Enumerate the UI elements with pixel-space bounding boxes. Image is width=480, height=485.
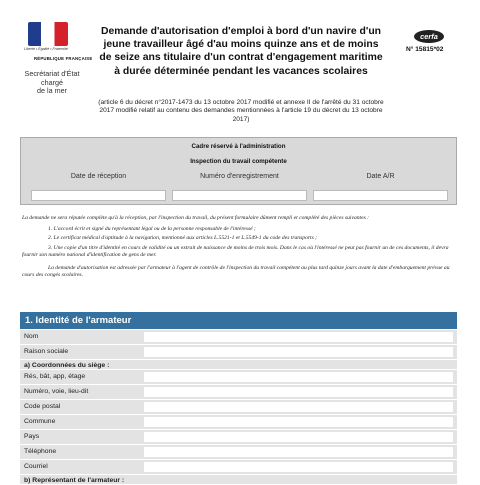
field-input[interactable]: [144, 402, 453, 412]
field-label: Commune: [24, 418, 56, 425]
admin-heading: Cadre réservé à l'administration: [191, 143, 286, 150]
armateur-form: [20, 330, 457, 485]
form-row: [20, 385, 457, 400]
republic-label: RÉPUBLIQUE FRANÇAISE: [34, 56, 93, 61]
form-row: [20, 460, 457, 475]
ministry-line: Secrétariat d'État: [24, 69, 80, 78]
republique-logo: [24, 22, 68, 52]
subsection-label: a) Coordonnées du siège :: [24, 362, 110, 369]
instructions-closing: La demande d'autorisation est adressée par l'armateur à l'agent de contrôle de l'inspection du travail compétent au plus tard quinze jours avant la date d'embarquement prévue au cours des congés scolaires.: [22, 265, 450, 279]
section-title: 1. Identité de l'armateur: [25, 315, 132, 326]
section-header: [20, 312, 457, 329]
field-label: Numéro, voie, lieu-dit: [24, 388, 89, 395]
field-input[interactable]: [144, 447, 453, 457]
field-label: Code postal: [24, 403, 61, 410]
form-row: [20, 430, 457, 445]
field-input[interactable]: [144, 462, 453, 472]
subsection-row: [20, 475, 457, 485]
cerfa-logo: cerfa: [414, 30, 444, 43]
ministry-label: [22, 70, 82, 96]
form-row: [20, 415, 457, 430]
admin-subheading: Inspection du travail compétente: [190, 158, 287, 165]
ministry-line: chargé: [41, 77, 63, 87]
field-label: Pays: [24, 433, 40, 440]
instructions: [22, 215, 460, 281]
instruction-item: 3. Une copie d'un titre d'identité en cours de validité ou un extrait de naissance de moins de trois mois. Dans le cas où l'intéressé ne peut pas fournir un de ces documents, il devra fournir son numéro national d'identification de gens de mer.: [22, 244, 449, 258]
field-input[interactable]: [144, 387, 453, 397]
legal-reference: (article 6 du décret n°2017-1473 du 13 octobre 2017 modifié et annexe II de l'arrêté du 31 octobre 2017 modifié relatif au contenu des demandes mentionnées à l'article 19 du décret du 13 octobre 2017): [98, 99, 384, 123]
form-row: [20, 400, 457, 415]
field-input[interactable]: [144, 347, 453, 357]
field-input[interactable]: [144, 417, 453, 427]
col-date-reception: Date de réception: [70, 173, 127, 180]
instructions-intro: La demande ne sera réputée complète qu'à la réception, par l'inspection du travail, du présent formulaire dûment rempli et complété des pièces suivantes :: [22, 215, 370, 221]
col-date-ar: Date A/R: [366, 173, 395, 180]
field-label: Téléphone: [24, 448, 57, 455]
form-title: Demande d'autorisation d'emploi à bord d'un navire d'un jeune travailleur âgé d'au moins quinze ans et de moins de seize ans titulaire d'un contrat d'engagement maritime à durée déterminée pendant les vacances scolaires: [99, 26, 383, 77]
field-label: Nom: [24, 333, 39, 340]
subsection-row: [20, 360, 457, 370]
field-input[interactable]: [144, 432, 453, 442]
form-row: [20, 330, 457, 345]
form-row: [20, 445, 457, 460]
cerfa-number: N° 15815*02: [406, 46, 444, 53]
numero-enregistrement-field[interactable]: [172, 190, 307, 201]
form-row: [20, 345, 457, 360]
field-label: Courriel: [24, 463, 48, 470]
date-reception-field[interactable]: [31, 190, 166, 201]
admin-box: [20, 137, 457, 205]
form-row: [20, 370, 457, 385]
field-label: Rés, bât, app, étage: [24, 373, 86, 380]
subsection-label: b) Représentant de l'armateur :: [24, 477, 125, 484]
motto: Liberté • Égalité • Fraternité: [24, 47, 68, 51]
instruction-item: 2. Le certificat médical d'aptitude à la navigation, mentionné aux articles L.5521-1 et L.5549-1 du code des transports ;: [48, 235, 318, 242]
field-input[interactable]: [144, 332, 453, 342]
ministry-line: de la mer: [37, 86, 67, 96]
col-numero-enregistrement: Numéro d'enregistrement: [200, 173, 279, 180]
marianne-icon: [28, 22, 68, 46]
date-ar-field[interactable]: [313, 190, 448, 201]
field-label: Raison sociale: [24, 348, 69, 355]
instruction-item: 1. L'accord écrit et signé du représentant légal ou de la personne responsable de l'intéressé ;: [48, 226, 256, 233]
field-input[interactable]: [144, 372, 453, 382]
